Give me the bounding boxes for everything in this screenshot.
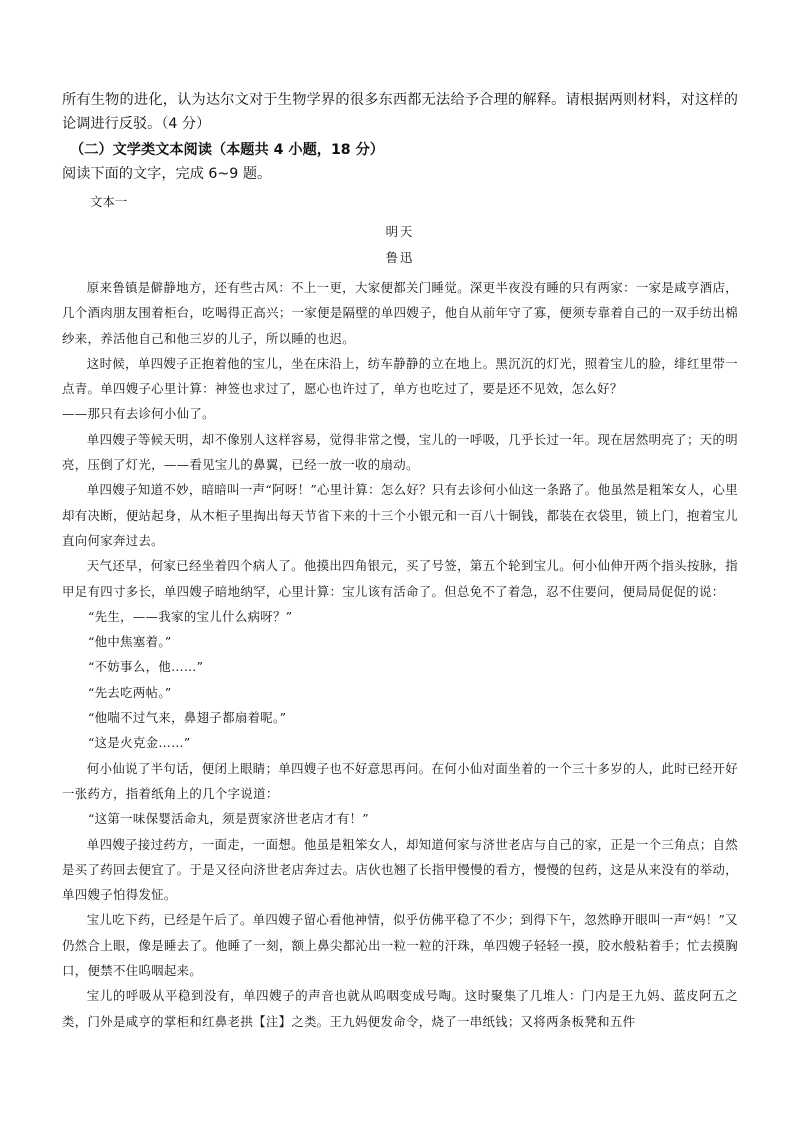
story-paragraph: 单四嫂子接过药方，一面走，一面想。他虽是粗笨女人，却知道何家与济世老店与自己的家，正是一个三角点；自然是买了药回去便宜了。于是又径向济世老店奔过去。店伙也翘了长指甲慢慢的看方，慢慢的包药，这是从来没有的举动，单四嫂子怕得发怔。 [62,836,738,903]
section-title: （二）文学类文本阅读（本题共 4 小题，18 分） [70,142,384,158]
dialogue-line: “这第一味保婴活命丸，须是贾家济世老店才有！” [88,811,369,827]
story-paragraph: 宝儿的呼吸从平稳到没有，单四嫂子的声音也就从呜咽变成号啕。这时聚集了几堆人：门内是王九妈、蓝皮阿五之类，门外是咸亨的掌柜和红鼻老拱【注】之类。王九妈便发命令，烧了一串纸钱；又将两条板凳和五件 [62,988,738,1029]
story-paragraph: 原来鲁镇是僻静地方，还有些古风：不上一更，大家便都关门睡觉。深更半夜没有睡的只有两家：一家是咸亨酒店，几个酒肉朋友围着柜台，吃喝得正高兴；一家便是隔壁的单四嫂子，他自从前年守了寡，便须专靠着自己的一双手纺出棉纱来，养活他自己和他三岁的儿子，所以睡的也迟。 [62,280,738,346]
story-paragraph: ——那只有去诊何小仙了。 [62,406,215,422]
story-paragraph: 单四嫂子知道不妙，暗暗叫一声“阿呀！”心里计算：怎么好？只有去诊何小仙这一条路了。他虽然是粗笨女人，心里却有决断，便站起身，从木柜子里掏出每天节省下来的十三个小银元和一百八十铜钱，都装在衣袋里，锁上门，抱着宝儿直向何家奔过去。 [62,482,738,548]
story-paragraph: 这时候，单四嫂子正抱着他的宝儿，坐在床沿上，纺车静静的立在地上。黑沉沉的灯光，照着宝儿的脸，绯红里带一点青。单四嫂子心里计算：神签也求过了，愿心也许过了，单方也吃过了，要是还不见效，怎么好？ [62,355,738,397]
story-paragraph: 何小仙说了半句话，便闭上眼睛；单四嫂子也不好意思再问。在何小仙对面坐着的一个三十多岁的人，此时已经开好一张药方，指着纸角上的几个字说道： [62,760,738,801]
story-paragraph: 宝儿吃下药，已经是午后了。单四嫂子留心看他神情，似乎仿佛平稳了不少；到得下午，忽然睁开眼叫一声“妈！”又仍然合上眼，像是睡去了。他睡了一刻，额上鼻尖都沁出一粒一粒的汗珠，单四嫂子轻轻一摸，胶水般粘着手；忙去摸胸口，便禁不住呜咽起来。 [62,912,738,979]
story-paragraph: 单四嫂子等候天明，却不像别人这样容易，觉得非常之慢，宝儿的一呼吸，几乎长过一年。现在居然明亮了；天的明亮，压倒了灯光，——看见宝儿的鼻翼，已经一放一收的扇动。 [62,431,738,473]
dialogue-line: “先去吃两帖。” [88,684,172,700]
question-intro-text: 所有生物的进化，认为达尔文对于生物学界的很多东西都无法给予合理的解释。请根据两则材料，对这样的论调进行反驳。（4 分） [62,92,738,132]
dialogue-line: “不妨事么，他……” [88,659,204,675]
dialogue-line: “他中焦塞着。” [88,634,172,650]
reading-instruction: 阅读下面的文字，完成 6~9 题。 [62,166,272,182]
story-paragraph: 天气还早，何家已经坐着四个病人了。他摸出四角银元，买了号签，第五个轮到宝儿。何小仙伸开两个指头按脉，指甲足有四寸多长，单四嫂子暗地纳罕，心里计算：宝儿该有活命了。但总免不了着急，忍不住要问，便局局促促的说： [62,558,738,599]
story-author: 鲁迅 [385,250,415,265]
text-label: 文本一 [90,194,128,209]
dialogue-line: “他喘不过气来，鼻翅子都扇着呢。” [88,710,287,726]
dialogue-line: “先生，——我家的宝儿什么病呀？” [88,608,293,624]
dialogue-line: “这是火克金……” [88,735,191,751]
document-page [62,88,738,1034]
story-title: 明天 [385,224,415,239]
